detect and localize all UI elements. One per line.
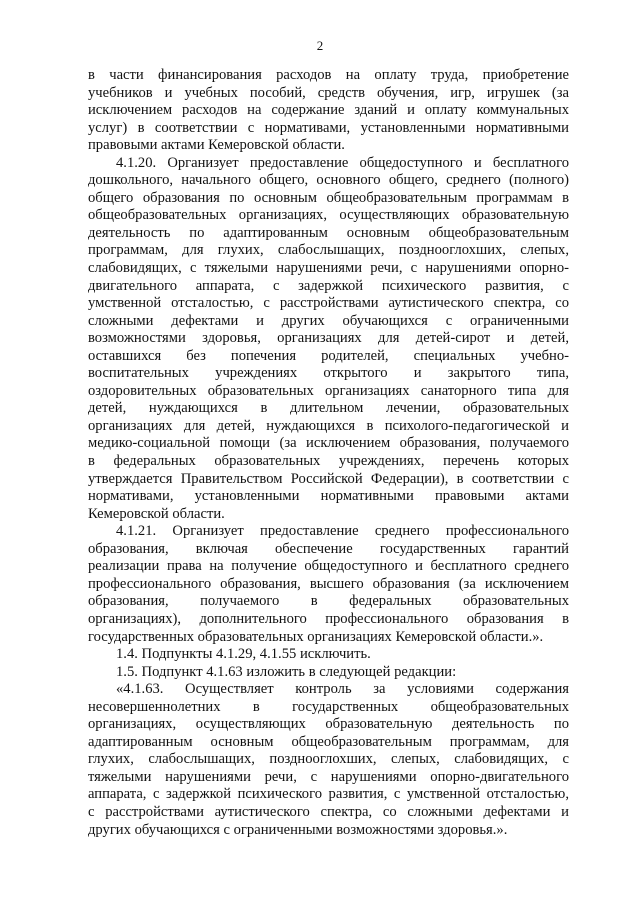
text-line: оздоровительных образовательных организациях санаторного типа для <box>88 382 569 399</box>
text-line: в части финансирования расходов на оплату труда, приобретение <box>88 67 569 83</box>
text-line: тяжелыми нарушениями речи, с нарушениями опорно-двигательного <box>88 768 569 785</box>
text-line: с расстройствами аутистического спектра, со сложными дефектами и <box>88 803 569 820</box>
text-line: аппарата, с задержкой психического развития, с умственной отсталостью, <box>88 786 569 803</box>
text-line: сложными дефектами и других обучающихся с ограниченными <box>88 312 569 329</box>
text-line: образования, включая обеспечение государственных гарантий <box>88 540 569 557</box>
text-line: умственной отсталостью, с расстройствами аутистического спектра, со <box>88 295 569 312</box>
text-line: 1.5. Подпункт 4.1.63 изложить в следующей редакции: <box>116 663 457 680</box>
text-line: реализации права на получение общедоступного и бесплатного среднего <box>88 558 569 575</box>
text-line: Кемеровской области. <box>88 505 225 522</box>
text-line: двигательного аппарата, с задержкой психического развития, с <box>88 277 569 294</box>
text-line: 4.1.21. Организует предоставление среднего профессионального <box>116 523 569 540</box>
text-line: организациях, осуществляющих образовательную деятельность по <box>88 716 569 733</box>
text-line: слабовидящих, с тяжелыми нарушениями речи, с нарушениями опорно- <box>88 260 569 277</box>
text-line: образования, получаемого в федеральных образовательных <box>88 593 569 610</box>
text-line: в федеральных образовательных учреждениях, перечень которых <box>88 453 569 470</box>
text-line: профессионального образования, высшего образования (за исключением <box>88 575 569 592</box>
text-line: 1.4. Подпункты 4.1.29, 4.1.55 исключить. <box>116 646 371 663</box>
text-line: дошкольного, начального общего, основного общего, среднего (полного) <box>88 172 569 189</box>
text-line: несовершеннолетних в государственных общеобразовательных <box>88 698 569 715</box>
text-line: деятельность по адаптированным основным общеобразовательным <box>88 224 569 241</box>
text-line: других обучающихся с ограниченными возможностями здоровья.». <box>88 821 508 838</box>
text-line: утверждается Правительством Российской Федерации), в соответствии с <box>88 470 569 487</box>
text-line: организациях), дополнительного профессионального образования в <box>88 610 569 627</box>
page-number: 2 <box>316 38 324 53</box>
text-line: услуг) в соответствии с нормативами, установленными нормативными <box>88 119 569 136</box>
text-line: 4.1.20. Организует предоставление общедоступного и бесплатного <box>116 154 569 171</box>
text-line: адаптированным основным общеобразовательным программам, для <box>88 733 569 750</box>
text-line: оставшихся без попечения родителей, специальных учебно- <box>88 347 569 364</box>
text-line: государственных образовательных организациях Кемеровской области.». <box>88 628 544 645</box>
text-line: организациях для детей, нуждающихся в психолого-педагогической и <box>88 417 569 434</box>
document-body <box>88 67 569 839</box>
text-line: детей, нуждающихся в длительном лечении, образовательных <box>88 400 569 417</box>
text-line: исключением расходов на содержание зданий и оплату коммунальных <box>88 102 569 119</box>
text-line: программам, для глухих, слабослышащих, позднооглохших, слепых, <box>88 242 569 259</box>
text-line: нормативами, установленными нормативными правовыми актами <box>88 488 569 505</box>
text-line: общеобразовательных организациях, осуществляющих образовательную <box>88 207 569 224</box>
text-line: воспитательных учреждениях открытого и закрытого типа, <box>88 365 569 382</box>
text-line: медико-социальной помощи (за исключением образования, получаемого <box>88 435 569 452</box>
text-line: правовыми актами Кемеровской области. <box>88 137 345 154</box>
text-line: общего образования по основным общеобразовательным программам в <box>88 189 569 206</box>
text-line: «4.1.63. Осуществляет контроль за условиями содержания <box>116 681 569 698</box>
text-line: возможностями здоровья, организациях для детей-сирот и детей, <box>88 330 569 347</box>
text-line: глухих, слабослышащих, позднооглохших, слепых, слабовидящих, с <box>88 751 569 768</box>
text-line: учебников и учебных пособий, средств обучения, игр, игрушек (за <box>88 84 569 101</box>
